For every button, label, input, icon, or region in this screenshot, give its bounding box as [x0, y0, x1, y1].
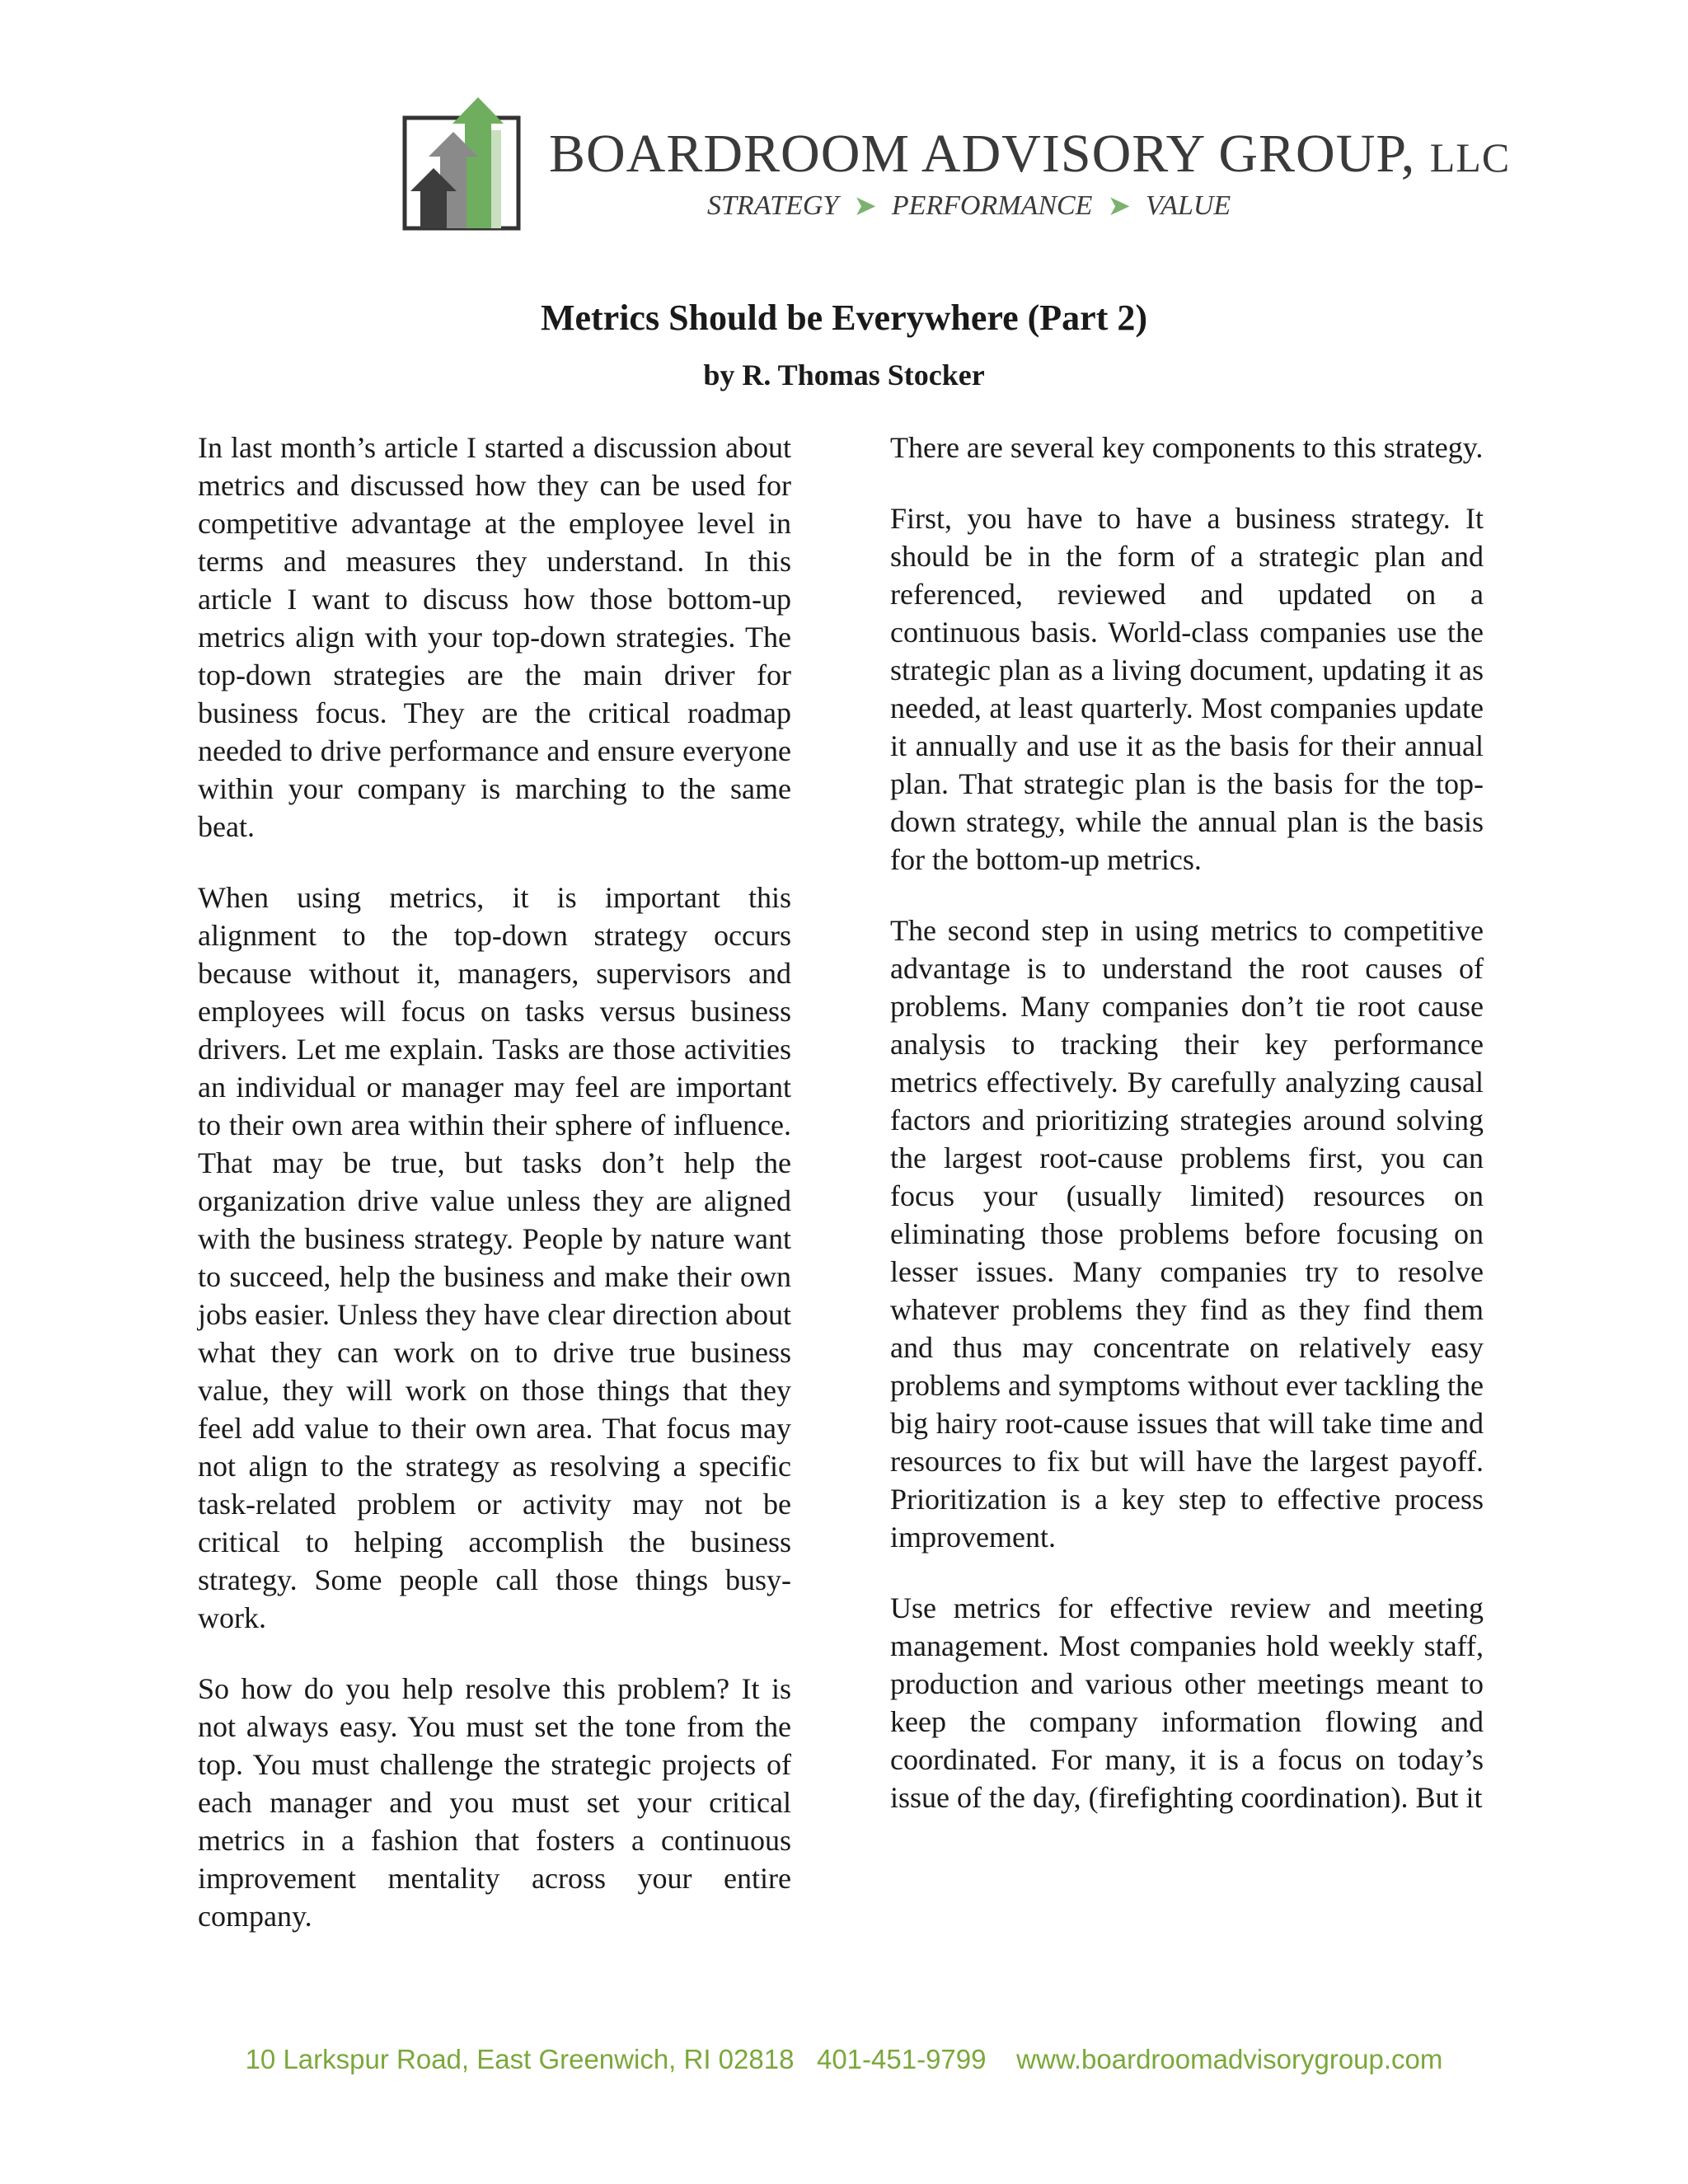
paragraph: There are several key components to this strategy.: [890, 431, 1484, 464]
arrow-right-icon: ➤: [1107, 191, 1131, 222]
tagline-strategy: STRATEGY: [707, 190, 839, 221]
paragraph: First, you have to have a business strategy. It should be in the form of a strategic plan and referenced, reviewed and updated on a continuous basis. World-class companies use the strategic plan as a living document, updating it as needed, at least quarterly. Most companies update it annually and use it as the basis for their annual plan. That strategic plan is the basis for the top-down strategy, while the annual plan is the basis for the bottom-up metrics.: [890, 502, 1484, 876]
paragraph: Use metrics for effective review and meeting management. Most companies hold weekly staff, production and various other meetings meant to keep the company information flowing and coordinated. For many, it is a focus on today’s issue of the day, (firefighting coordination). But it: [890, 1591, 1484, 1814]
right-column: [890, 429, 1484, 1849]
company-name-suffix: LLC: [1429, 134, 1511, 180]
company-name-main: BOARDROOM ADVISORY GROUP,: [549, 124, 1416, 184]
paragraph: The second step in using metrics to competitive advantage is to understand the root causes of problems. Many companies don’t tie root cause analysis to tracking their key performance metrics effectively. By carefully analyzing causal factors and prioritizing strategies around solving the largest root-cause problems first, you can focus your (usually limited) resources on eliminating those problems before focusing on lesser issues. Many companies try to resolve whatever problems they find as they find them and thus may concentrate on relatively easy problems and symptoms without ever tackling the big hairy root-cause issues that will take time and resources to fix but will have the largest payoff. Prioritization is a key step to effective process improvement.: [890, 914, 1484, 1554]
paragraph: In last month’s article I started a discussion about metrics and discussed how they can be used for competitive advantage at the employee level in terms and measures they understand. In this article I want to discuss how those bottom-up metrics align with your top-down strategies. The top-down strategies are the main driver for business focus. They are the critical roadmap needed to drive performance and ensure everyone within your company is marching to the same beat.: [198, 431, 791, 843]
rising-arrows-logo-icon: [402, 97, 526, 232]
article-byline: by R. Thomas Stocker: [703, 359, 985, 391]
footer-website: www.boardroomadvisorygroup.com: [1016, 2044, 1443, 2074]
footer: [0, 2044, 1688, 2075]
footer-phone: 401-451-9799: [816, 2044, 987, 2074]
arrow-right-icon: ➤: [853, 191, 877, 222]
left-column: [198, 429, 791, 1968]
tagline: [707, 190, 1231, 223]
company-name: [549, 124, 1511, 184]
tagline-performance: PERFORMANCE: [891, 190, 1093, 221]
article-title: Metrics Should be Everywhere (Part 2): [540, 298, 1148, 338]
letterhead: [402, 97, 1511, 237]
paragraph: So how do you help resolve this problem? It is not always easy. You must set the tone from the top. You must challenge the strategic projects of each manager and you must set your critical metrics in a fashion that fosters a continuous improvement mentality across your entire company.: [198, 1672, 791, 1933]
paragraph: When using metrics, it is important this alignment to the top-down strategy occurs because without it, managers, supervisors and employees will focus on tasks versus business drivers. Let me explain. Tasks are those activities an individual or manager may feel are important to their own area within their sphere of influence. That may be true, but tasks don’t help the organization drive value unless they are aligned with the business strategy. People by nature want to succeed, help the business and make their own jobs easier. Unless they have clear direction about what they can work on to drive true business value, they will work on those things that they feel add value to their own area. That focus may not align to the strategy as resolving a specific task-related problem or activity may not be critical to helping accomplish the business strategy. Some people call those things busy-work.: [198, 881, 791, 1634]
tagline-value: VALUE: [1145, 190, 1231, 221]
footer-address: 10 Larkspur Road, East Greenwich, RI 02818: [245, 2044, 795, 2074]
